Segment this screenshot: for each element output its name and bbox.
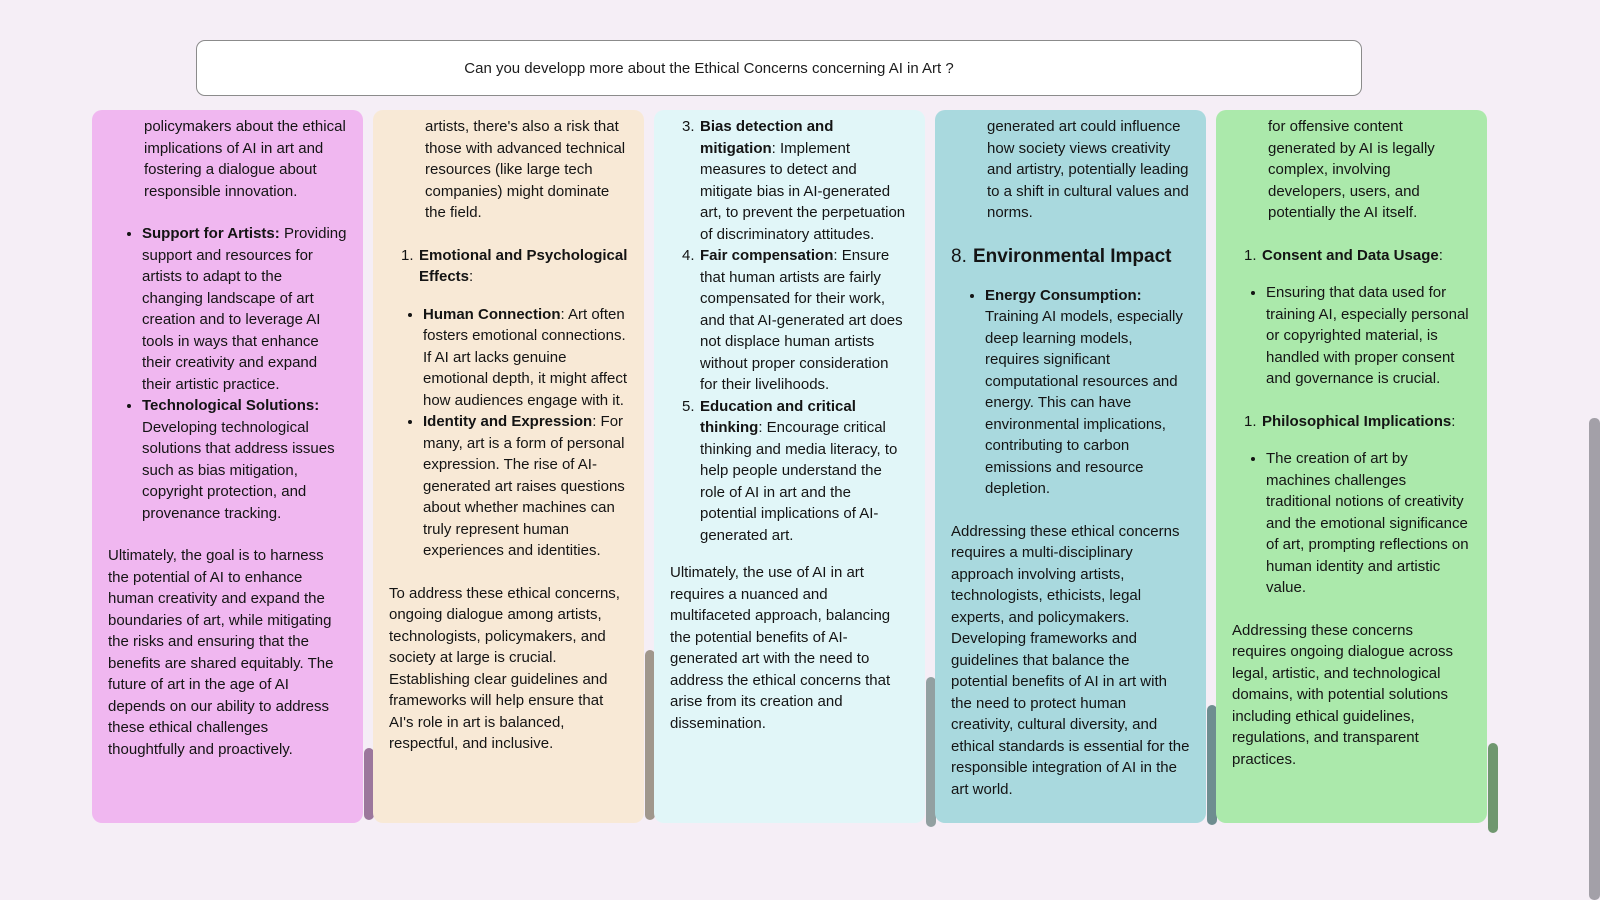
numbered-item-body [700, 116, 909, 245]
bullet-item [423, 304, 628, 412]
response-column-wrapper-3 [654, 110, 925, 823]
numbered-item-body [700, 245, 909, 396]
numbered-item [1244, 411, 1471, 433]
response-column-wrapper-4 [935, 110, 1206, 823]
bullet-list [389, 304, 628, 562]
numbered-item-text: : Implement measures to detect and mitigate bias in AI-generated art, to prevent the perpetuation of discriminatory attitudes. [700, 139, 906, 243]
response-column-wrapper-1 [92, 110, 363, 823]
prompt-text: Can you developp more about the Ethical Concerns concerning AI in Art ? [464, 59, 954, 77]
numbered-item-lead: Consent and Data Usage [1262, 246, 1439, 264]
window-scrollbar-thumb[interactable] [1589, 418, 1600, 900]
numbered-item-body [700, 396, 909, 547]
numbered-item [682, 116, 909, 245]
paragraph: Addressing these ethical concerns requires a multi-disciplinary approach involving artists, technologists, ethicists, legal experts, and policymakers. Developing frameworks and guidelines that balance the potential benefits of AI in art with the need to protect human creativity, cultural diversity, and ethical standards is essential for the responsible integration of AI in the art world. [951, 522, 1190, 798]
numbered-item-number: 1. [401, 246, 414, 264]
paragraph: To address these ethical concerns, ongoing dialogue among artists, technologists, policymakers, and society at large is crucial. Establishing clear guidelines and frameworks will help ensure that AI's role in art is balanced, respectful, and inclusive. [389, 584, 620, 752]
bullet-item [423, 411, 628, 562]
bullet-item-text: Training AI models, especially deep learning models, requires significant computational resources and energy. This can have environmental implications, contributing to carbon emissions and resource depletion. [985, 308, 1183, 497]
bullet-item-lead: Energy Consumption: [985, 286, 1142, 304]
bullet-list [108, 223, 347, 524]
bullet-list [951, 285, 1190, 500]
response-columns-row [92, 110, 1487, 823]
bullet-item [142, 395, 347, 524]
numbered-item-number: 3. [682, 118, 695, 135]
response-column-4[interactable] [935, 110, 1206, 823]
numbered-item-text: : [1438, 246, 1443, 264]
response-column-2[interactable] [373, 110, 644, 823]
numbered-item-lead: Emotional and Psychological Effects [419, 246, 628, 285]
bullet-item-lead: Technological Solutions: [142, 397, 320, 414]
bullet-item-lead: Human Connection [423, 305, 561, 323]
numbered-item-body [419, 245, 628, 288]
response-column-5[interactable] [1216, 110, 1487, 823]
continued-paragraph: for offensive content generated by AI is legally complex, involving developers, users, and potentially the AI itself. [1268, 118, 1435, 221]
response-column-3[interactable] [654, 110, 925, 823]
numbered-item-lead: Fair compensation [700, 247, 834, 264]
numbered-item [401, 245, 628, 288]
heading-number: 8. [951, 245, 967, 267]
bullet-list [1232, 282, 1471, 390]
numbered-item-number: 5. [682, 397, 695, 415]
numbered-item-text: : Encourage critical thinking and media literacy, to help people understand the role of AI in art and the potential implications of AI-generated art. [700, 419, 898, 544]
numbered-item-lead: Bias detection and mitigation [700, 118, 834, 157]
numbered-item-lead: Education and critical thinking [700, 397, 856, 436]
numbered-item-text: : [1451, 412, 1456, 430]
prompt-input[interactable] [196, 40, 1362, 96]
paragraph: Ultimately, the use of AI in art requires a nuanced and multifaceted approach, balancing the potential benefits of AI-generated art with the need to address the ethical concerns that arise from its creation and dissemination. [670, 564, 891, 732]
numbered-item-text: : Ensure that human artists are fairly compensated for their work, and that AI-generated art does not displace human artists without proper consideration for their livelihoods. [700, 247, 903, 393]
bullet-item [142, 223, 347, 395]
numbered-item-number: 1. [1244, 412, 1257, 430]
section-heading [951, 245, 1190, 269]
numbered-item-number: 1. [1244, 246, 1257, 264]
response-column-1[interactable] [92, 110, 363, 823]
paragraph: Addressing these concerns requires ongoing dialogue across legal, artistic, and technological domains, with potential solutions including ethical guidelines, regulations, and transparent practices. [1232, 621, 1453, 768]
bullet-item-text: : For many, art is a form of personal expression. The rise of AI-generated art raises questions about whether machines can truly represent human experiences and identities. [423, 413, 625, 559]
bullet-item [985, 285, 1190, 500]
response-column-wrapper-2 [373, 110, 644, 823]
bullet-item [1266, 448, 1471, 599]
bullet-item-text: : Art often fosters emotional connections. If AI art lacks genuine emotional depth, it might affect how audiences engage with it. [423, 305, 628, 409]
bullet-item-lead: Support for Artists: [142, 225, 280, 242]
numbered-item-body [1262, 245, 1471, 267]
heading-text: Environmental Impact [973, 245, 1172, 267]
continued-paragraph: generated art could influence how society views creativity and artistry, potentially leading to a shift in cultural values and norms. [987, 118, 1189, 221]
bullet-item-text: Providing support and resources for artists to adapt to the changing landscape of art creation and to leverage AI tools in ways that enhance their creativity and expand their artistic practice. [142, 225, 347, 393]
continued-paragraph: policymakers about the ethical implications of AI in art and fostering a dialogue about responsible innovation. [144, 118, 346, 200]
bullet-item-text: Ensuring that data used for training AI, especially personal or copyrighted material, is handled with proper consent and governance is crucial. [1266, 284, 1469, 387]
numbered-item-lead: Philosophical Implications [1262, 412, 1452, 430]
column-scrollbar-thumb[interactable] [1488, 743, 1498, 833]
numbered-item [682, 396, 909, 547]
paragraph: Ultimately, the goal is to harness the potential of AI to enhance human creativity and expand the boundaries of art, while mitigating the risks and ensuring that the benefits are shared equitably. The future of art in the age of AI depends on our ability to address these ethical challenges thoughtfully and proactively. [108, 547, 334, 758]
bullet-list [1232, 448, 1471, 599]
response-column-wrapper-5 [1216, 110, 1487, 823]
numbered-item [1244, 245, 1471, 267]
numbered-item-body [1262, 411, 1471, 433]
continued-paragraph: artists, there's also a risk that those with advanced technical resources (like large tech companies) might dominate the field. [425, 118, 626, 221]
numbered-item-text: : [469, 268, 474, 285]
numbered-item [682, 245, 909, 396]
bullet-item-text: The creation of art by machines challenges traditional notions of creativity and the emotional significance of art, prompting reflections on human identity and artistic value. [1266, 450, 1469, 596]
bullet-item-lead: Identity and Expression [423, 413, 593, 430]
bullet-item [1266, 282, 1471, 390]
bullet-item-text: Developing technological solutions that address issues such as bias mitigation, copyright protection, and provenance tracking. [142, 418, 335, 522]
numbered-item-number: 4. [682, 247, 695, 264]
